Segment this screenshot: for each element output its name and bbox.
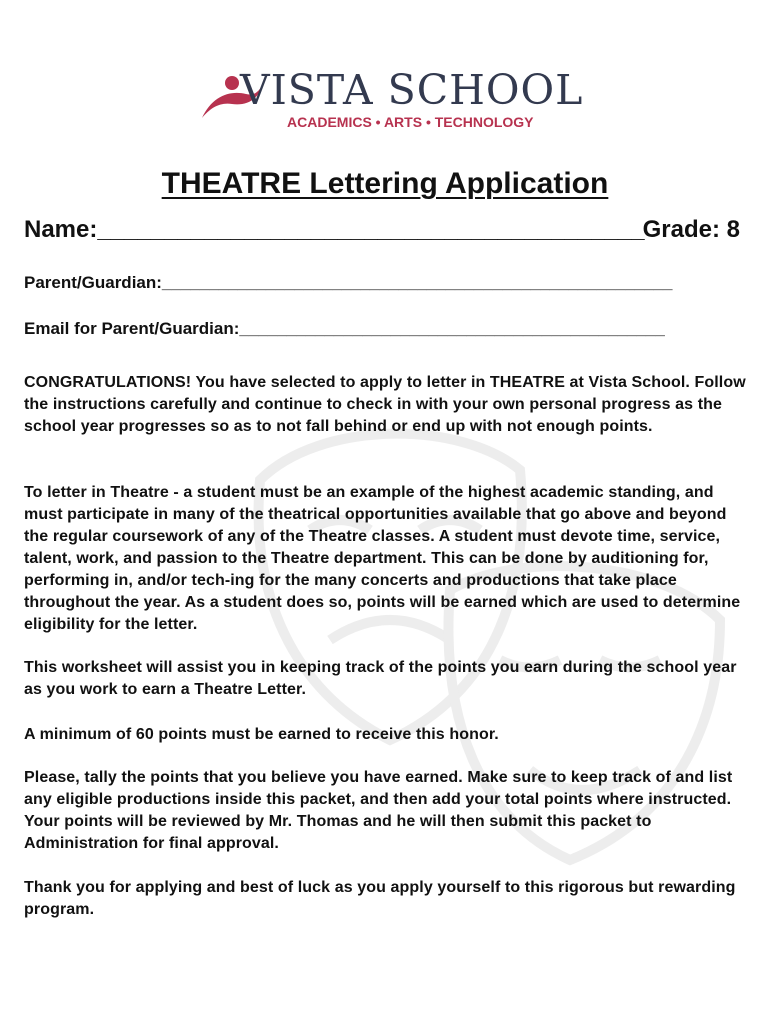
tally-instructions-paragraph: Please, tally the points that you believe you have earned. Make sure to keep track of and list any eligible productions inside this packet, and then add your total points where instructed. Your points will be reviewed by Mr. Thomas and he will then submit this packet to Administration for final approval. <box>24 769 733 852</box>
name-field[interactable]: Name:_________________________________________ <box>24 216 645 243</box>
parent-guardian-field[interactable]: Parent/Guardian:______________________________________________________ <box>24 273 673 292</box>
page-title: THEATRE Lettering Application <box>161 167 609 201</box>
thank-you-paragraph: Thank you for applying and best of luck as you apply yourself to this rigorous but rewarding program. <box>24 879 736 918</box>
school-logo <box>196 52 584 136</box>
name-grade-row <box>24 216 746 245</box>
worksheet-paragraph: This worksheet will assist you in keeping track of the points you earn during the school year as you work to earn a Theatre Letter. <box>24 659 737 698</box>
minimum-points-paragraph: A minimum of 60 points must be earned to receive this honor. <box>24 726 499 743</box>
school-tagline: ACADEMICS • ARTS • TECHNOLOGY <box>287 114 534 130</box>
requirements-paragraph: To letter in Theatre - a student must be an example of the highest academic standing, and must participate in many of the theatrical opportunities available that go above and beyond the regular coursework of any of the Theatre classes. A student must devote time, service, talent, work, and passion to the Theatre department. This can be done by auditioning for, performing in, and/or tech-ing for the many concerts and productions that take place throughout the year. As a student does so, points will be earned which are used to determine eligibility for the letter. <box>24 484 741 633</box>
parent-email-field[interactable]: Email for Parent/Guardian:_____________________________________________ <box>24 319 665 338</box>
school-name: VISTA SCHOOL <box>240 66 584 114</box>
grade-label: Grade: 8 <box>642 216 740 243</box>
congratulations-paragraph: CONGRATULATIONS! You have selected to apply to letter in THEATRE at Vista School. Follow the instructions carefully and continue to check in with your own personal progress as the school year progresses so as to not fall behind or end up with not enough points. <box>24 374 746 435</box>
